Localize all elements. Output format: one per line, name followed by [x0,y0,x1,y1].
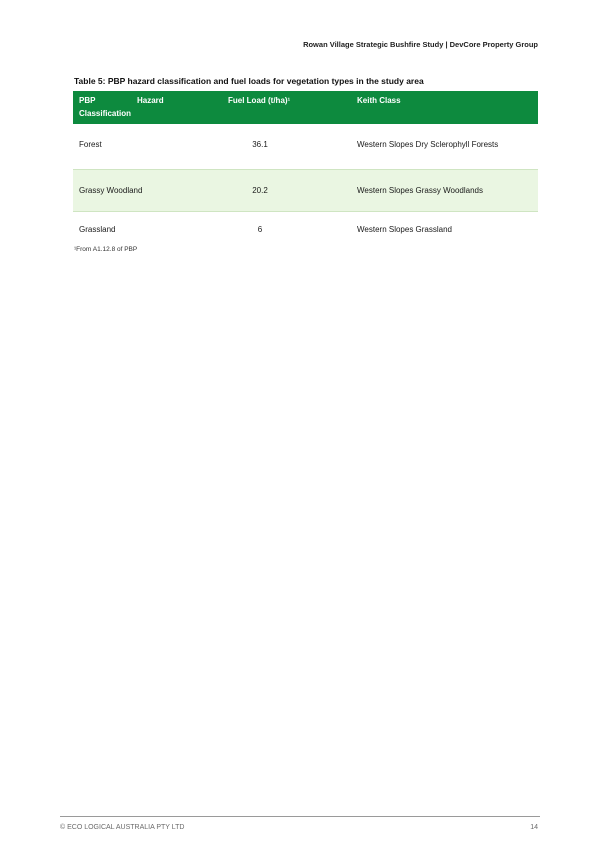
hazard-table [73,91,538,240]
cell-classification: Grassy Woodland [79,186,143,195]
cell-classification: Grassland [79,225,116,234]
cell-fuel-load: 36.1 [252,140,268,149]
table-row [73,124,538,169]
cell-keith-class: Western Slopes Grassland [357,225,453,234]
cell-fuel-load: 20.2 [252,186,268,195]
table-row [73,169,538,212]
footer-divider [60,816,540,817]
header-hazard: Hazard [137,96,164,105]
table-row [73,212,538,240]
cell-keith-class: Western Slopes Grassy Woodlands [357,186,483,195]
cell-fuel-load: 6 [257,225,263,234]
header-fuel-load: Fuel Load (t/ha)¹ [228,96,291,105]
table-header-row [73,91,538,124]
table-footnote: ¹From A1.12.8 of PBP [74,246,138,253]
running-header: Rowan Village Strategic Bushfire Study | DevCore Property Group [303,40,538,49]
table-title: Table 5: PBP hazard classification and fuel loads for vegetation types in the study area [74,76,424,86]
header-pbp: PBP [79,96,96,105]
cell-keith-class: Western Slopes Dry Sclerophyll Forests [357,140,499,149]
page-number: 14 [530,824,538,831]
cell-classification: Forest [79,140,102,149]
footer-copyright: © ECO LOGICAL AUSTRALIA PTY LTD [60,824,185,831]
header-classification: Classification [79,109,132,118]
header-keith-class: Keith Class [357,96,401,105]
